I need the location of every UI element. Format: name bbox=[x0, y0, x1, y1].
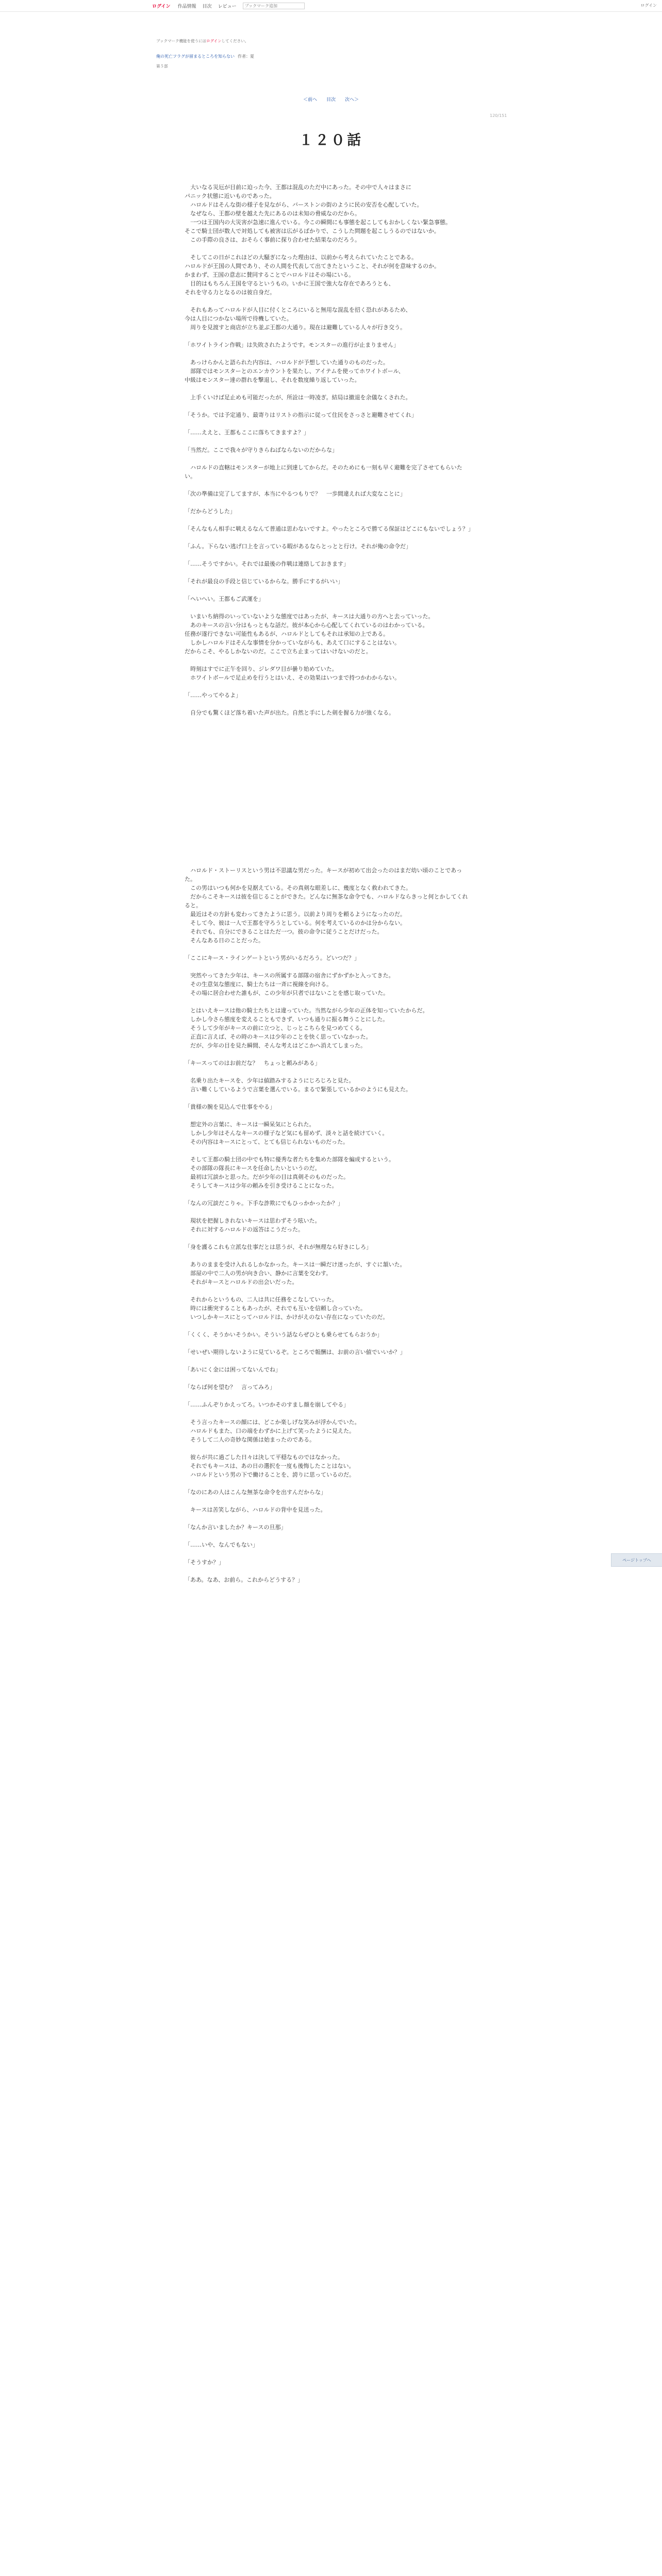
paragraph: それでもキースは、あの日の選択を一度も後悔したことはない。 bbox=[185, 1463, 355, 1469]
paragraph: そして今、彼は一人で王都を守ろうとしている。何を考えているのかは分からない。 bbox=[185, 920, 406, 926]
paragraph: 「なんの冗談だこりゃ。下手な詐欺にでもひっかかったか？」 bbox=[185, 1200, 343, 1207]
nav-review[interactable]: レビュー bbox=[218, 4, 237, 9]
paragraph bbox=[185, 437, 473, 446]
paragraph: 「だからどうした」 bbox=[185, 508, 236, 515]
paragraph: 一つは王国内の大災害が急速に進んでいる。今この瞬間にも事態を起こしてもおかしくない緊急事態。 bbox=[185, 219, 451, 226]
paragraph: それに対するハロルドの返答はこうだった。 bbox=[185, 1226, 304, 1233]
paragraph: ホワイトボールで足止めを行うとはいえ、その効果はいつまで持つかわからない。 bbox=[185, 674, 401, 681]
paragraph bbox=[185, 857, 473, 866]
paragraph: 現状を把握しきれないキースは思わずそう呟いた。 bbox=[185, 1217, 321, 1224]
paragraph: 「貴様の腕を見込んで仕事をやる」 bbox=[185, 1104, 275, 1110]
paragraph: だからこそ、やるしかないのだ。ここで立ち止まってはいけないのだと。 bbox=[185, 648, 372, 655]
notice-login-link[interactable]: ログイン bbox=[206, 39, 222, 43]
paragraph: だからこそキースは彼を信じることができた。どんなに無茶な命令でも、ハロルドならきっと何とかしてくれると。 bbox=[185, 893, 468, 909]
paragraph: 「ヘいへい。王都もご武運を」 bbox=[185, 596, 264, 602]
paragraph: 「……ふんぞりかえってろ。いつかそのすまし顔を崩してやる」 bbox=[185, 1401, 349, 1408]
paragraph: そうして少年がキースの前に立つと、じっとこちらを見つめてくる。 bbox=[185, 1025, 366, 1031]
paragraph: 「ならば何を望む？ 言ってみろ」 bbox=[185, 1384, 275, 1391]
notice-suffix: してください。 bbox=[221, 39, 249, 43]
paragraph: それでも、自分にできることはただ一つ。彼の命令に従うことだけだった。 bbox=[185, 928, 383, 935]
paragraph: それがキースとハロルドの出会いだった。 bbox=[185, 1279, 298, 1285]
paragraph: その生意気な態度に、騎士たちは一斉に視線を向ける。 bbox=[185, 981, 332, 988]
paragraph bbox=[185, 743, 473, 752]
paragraph bbox=[185, 533, 473, 542]
paragraph bbox=[185, 656, 473, 665]
paragraph bbox=[185, 603, 473, 612]
paragraph: 最初は冗談かと思った。だが少年の目は真剣そのものだった。 bbox=[185, 1174, 349, 1180]
paragraph bbox=[185, 787, 473, 796]
paragraph bbox=[185, 568, 473, 577]
paragraph: 「そうか。では予定通り、最寄りはリストの指示に従って住民をさっさと避難させてくれ」 bbox=[185, 412, 417, 418]
paragraph: 周りを見渡すと商店が立ち並ぶ王都の大通り。現在は避難している人々が行き交う。 bbox=[185, 324, 406, 331]
paragraph bbox=[185, 1050, 473, 1059]
paragraph: 「次の準備は完了してますが、本当にやるつもりで？ 一歩間違えれば大変なことに」 bbox=[185, 490, 406, 497]
paragraph: 「……いや、なんでもない」 bbox=[185, 1541, 258, 1548]
paragraph bbox=[185, 332, 473, 341]
page-top-tab[interactable]: ページトップへ bbox=[611, 1553, 662, 1567]
chapter-label: 第５部 bbox=[156, 64, 168, 69]
paragraph bbox=[185, 1251, 473, 1260]
paragraph bbox=[185, 735, 473, 743]
paragraph: キースは苦笑しながら、ハロルドの背中を見送った。 bbox=[185, 1506, 326, 1513]
paragraph bbox=[185, 402, 473, 411]
paragraph bbox=[185, 1514, 473, 1523]
toc-link[interactable]: 目次 bbox=[326, 97, 336, 103]
paragraph bbox=[185, 1532, 473, 1540]
paragraph: そこで騎士団が数人で対処しても被害は広がるばかりで、こうした問題を起こしうるのではないか。 bbox=[185, 228, 440, 234]
paragraph: ハロルド・ストーリスという男は不思議な男だった。キースが初めて出会ったのはまだ幼い頃のことであった。 bbox=[185, 867, 462, 883]
paragraph: 「くくく、そうかいそうかい。そういう話ならぜひとも乗らせてもらおうか」 bbox=[185, 1331, 383, 1338]
paragraph: 「そうすか？」 bbox=[185, 1559, 224, 1566]
paragraph: ハロルドもまた、口の端をわずかに上げて笑ったように見えた。 bbox=[185, 1428, 355, 1434]
paragraph bbox=[185, 481, 473, 489]
paragraph: 正直に言えば、その時のキースは少年のことを快く思っていなかった。 bbox=[185, 1033, 372, 1040]
paragraph: 「当然だ。ここで我々が守りきらねばならないのだからな」 bbox=[185, 447, 338, 453]
paragraph bbox=[185, 726, 473, 735]
paragraph bbox=[185, 419, 473, 428]
paragraph: ハロルドの直轄はモンスターが地上に到達してからだ。そのためにも一刻も早く避難を完了させてもらいたい。 bbox=[185, 464, 462, 480]
paragraph bbox=[185, 297, 473, 306]
paragraph bbox=[185, 1479, 473, 1488]
notice-prefix: ブックマーク機能を使うには bbox=[156, 39, 206, 43]
paragraph: 突然やってきた少年は、キースの所属する部隊の宿舎にずかずかと入ってきた。 bbox=[185, 972, 394, 979]
paragraph bbox=[185, 997, 473, 1006]
paragraph: ハロルドという男の下で働けることを、誇りに思っているのだ。 bbox=[185, 1471, 355, 1478]
paragraph: 「……そうですかい。それでは最後の作戦は連絡しておきます」 bbox=[185, 561, 349, 567]
paragraph: 「身を護るこれも立派な仕事だとは思うが、それが無理なら好きにしろ」 bbox=[185, 1244, 372, 1250]
paragraph: 中級はモンスター達の群れを撃退し、それを数度繰り返していった。 bbox=[185, 377, 360, 383]
paragraph: それを守る力となるのは彼自身だ。 bbox=[185, 289, 275, 296]
login-link[interactable]: ログイン bbox=[152, 4, 171, 9]
paragraph bbox=[185, 586, 473, 595]
paragraph: それからというもの、二人は共に任務をこなしていった。 bbox=[185, 1296, 338, 1303]
paragraph bbox=[185, 752, 473, 761]
paragraph bbox=[185, 1190, 473, 1199]
paragraph: 「ふん。下らない逃げ口上を言っている暇があるならとっとと行け。それが俺の命令だ」 bbox=[185, 543, 411, 550]
paragraph: ありのままを受け入れるしかなかった。キースは一瞬だけ迷ったが、すぐに頷いた。 bbox=[185, 1261, 406, 1268]
paragraph bbox=[185, 349, 473, 358]
paragraph: 「なのにあの人はこんな無茶な命令を出すんだからな」 bbox=[185, 1489, 326, 1496]
paragraph: 部屋の中で二人の男が向き合い、静かに言葉を交わす。 bbox=[185, 1270, 332, 1277]
chapter-title: １２０話 bbox=[299, 132, 363, 148]
paragraph: 「なんか言いましたか？キースの旦那」 bbox=[185, 1524, 287, 1531]
paragraph bbox=[185, 454, 473, 463]
paragraph: 今は人目につかない場所で待機していた。 bbox=[185, 315, 292, 322]
paragraph bbox=[185, 717, 473, 726]
paragraph: その内容はキースにとって、とても信じられないものだった。 bbox=[185, 1139, 349, 1145]
paragraph: しかし今さら態度を変えることもできず、いつも通りに振る舞うことにした。 bbox=[185, 1016, 389, 1023]
top-nav bbox=[152, 2, 305, 10]
paragraph: そうしてキースは少年の頼みを引き受けることになった。 bbox=[185, 1182, 338, 1189]
paragraph: パニック状態に近いものであった。 bbox=[185, 193, 275, 199]
paragraph bbox=[185, 1392, 473, 1400]
paragraph bbox=[185, 1067, 473, 1076]
paragraph bbox=[185, 244, 473, 253]
paragraph bbox=[185, 1094, 473, 1103]
paragraph bbox=[185, 1374, 473, 1383]
paragraph bbox=[185, 516, 473, 524]
paragraph: しかし少年はそんなキースの様子など気にも留めず、淡々と話を続けていく。 bbox=[185, 1130, 388, 1137]
paragraph bbox=[185, 1321, 473, 1330]
paragraph bbox=[185, 1286, 473, 1295]
paragraph bbox=[185, 805, 473, 814]
paragraph bbox=[185, 796, 473, 805]
paragraph: この手際の良さは、おそらく事前に探り合わせた結果なのだろう。 bbox=[185, 236, 360, 243]
next-link[interactable]: 次へ＞ bbox=[345, 97, 359, 103]
paragraph bbox=[185, 770, 473, 778]
paragraph bbox=[185, 761, 473, 770]
paragraph bbox=[185, 551, 473, 560]
paragraph bbox=[185, 778, 473, 787]
paragraph bbox=[185, 1146, 473, 1155]
paragraph: 目的はもちろん王国を守るというもの。いかに王国で強大な存在であろうとも、 bbox=[185, 280, 394, 287]
paragraph: かまわず、王国の意志に賛同することでハロルドはその場にいる。 bbox=[185, 272, 355, 278]
paragraph bbox=[185, 822, 473, 831]
paragraph bbox=[185, 1497, 473, 1505]
paragraph: その場に居合わせた誰もが、この少年が只者ではないことを感じ取っていた。 bbox=[185, 990, 389, 996]
pager-top bbox=[0, 96, 662, 103]
paragraph: 「キースってのはお前だな？ ちょっと頼みがある」 bbox=[185, 1060, 321, 1066]
paragraph: そう言ったキースの顔には、どこか楽しげな笑みが浮かんでいた。 bbox=[185, 1419, 360, 1426]
bookmark-notice bbox=[156, 38, 249, 44]
paragraph: しかしハロルドはそんな事情を分かっていながらも、あえて口にすることはない。 bbox=[185, 639, 400, 646]
paragraph bbox=[185, 1208, 473, 1216]
paragraph: ハロルドはそんな街の様子を見ながら、バーストンの街のように民の安否を心配していた。 bbox=[185, 201, 423, 208]
paragraph: 彼らが共に過ごした日々は決して平穏なものではなかった。 bbox=[185, 1454, 343, 1461]
paragraph: 「ああ。なあ、お前ら。これからどうする？」 bbox=[185, 1577, 304, 1583]
series-author[interactable]: 作者：夏 bbox=[238, 54, 254, 59]
paragraph: 「そんなもん相手に戦えるなんて普通は思わないですよ。やったところで勝てる保証はどこにもないでしょう？」 bbox=[185, 526, 474, 532]
paragraph: あっけらかんと語られた内容は、ハロルドが予想していた通りのものだった。 bbox=[185, 359, 389, 366]
paragraph: 任務が遂行できない可能性もあるが、ハロルドとしてもそれは承知の上である。 bbox=[185, 631, 389, 637]
paragraph: 名乗り出たキースを、少年は値踏みするようにじろじろと見た。 bbox=[185, 1077, 355, 1084]
paragraph: 「それが最良の手段と信じているからな。勝手にするがいい」 bbox=[185, 578, 343, 585]
series-title bbox=[156, 54, 254, 59]
paragraph bbox=[185, 1549, 473, 1558]
paragraph: その部隊の隊長にキースを任命したいというのだ。 bbox=[185, 1165, 321, 1172]
paragraph bbox=[185, 1339, 473, 1348]
paragraph: 自分でも驚くほど落ち着いた声が出た。自然と手にした剣を握る力が強くなる。 bbox=[185, 709, 394, 716]
paragraph: だが、少年の目を見た瞬間、そんな考えはどこかへ消えてしまった。 bbox=[185, 1042, 366, 1049]
paragraph: そして王都の騎士団の中でも特に優秀な者たちを集めた部隊を編成するという。 bbox=[185, 1156, 394, 1163]
paragraph bbox=[185, 1409, 473, 1418]
paragraph: 「あいにく金には困ってないんでね」 bbox=[185, 1366, 281, 1373]
series-title-link[interactable]: 俺の死亡フラグが留まるところを知らない bbox=[156, 54, 235, 59]
page-count: 120/151 bbox=[490, 113, 507, 118]
paragraph bbox=[185, 831, 473, 840]
bookmark-input[interactable] bbox=[243, 3, 305, 9]
paragraph bbox=[185, 384, 473, 393]
paragraph: ハロルドが王国の人間であり、その人間を代表して出てきたということ、それが何を意味するのか。 bbox=[185, 263, 440, 269]
paragraph: 時刻はすでに正午を回り、ジレダワ目が曇り始めていた。 bbox=[185, 666, 338, 672]
paragraph: 上手くいけば足止めも可能だったが、所詮は一時凌ぎ。結局は撤退を余儀なくされた。 bbox=[185, 394, 411, 401]
paragraph bbox=[185, 945, 473, 954]
paragraph: あのキースの言い分はもっともな話だ。彼が本心から心配してくれているのはわかっている。 bbox=[185, 622, 428, 629]
paragraph: この男はいつも何かを見据えている。その真剣な眼差しに、幾度となく救われてきた。 bbox=[185, 885, 411, 891]
paragraph bbox=[185, 682, 473, 691]
paragraph: 「ここにキース・ラインゲートという男がいるだろう。どいつだ？」 bbox=[185, 955, 360, 961]
paragraph bbox=[185, 962, 473, 971]
paragraph: いつしかキースにとってハロルドは、かけがえのない存在になっていたのだ。 bbox=[185, 1314, 389, 1320]
top-navigation-bar bbox=[0, 0, 662, 12]
paragraph: そんなある日のことだった。 bbox=[185, 937, 264, 944]
paragraph bbox=[185, 700, 473, 708]
paragraph bbox=[185, 1111, 473, 1120]
paragraph: なぜなら、王都の壁を越えた先にあるのは未知の脅威なのだから。 bbox=[185, 210, 360, 217]
paragraph bbox=[185, 1567, 473, 1575]
paragraph: 時には衝突することもあったが、それでも互いを信頼し合っていた。 bbox=[185, 1305, 366, 1312]
paragraph bbox=[185, 1234, 473, 1243]
paragraph: 想定外の言葉に、キースは一瞬呆気にとられた。 bbox=[185, 1121, 315, 1128]
paragraph bbox=[185, 498, 473, 507]
paragraph: 大いなる災厄が目前に迫った今、王都は混乱のただ中にあった。その中で人々はまさに bbox=[185, 184, 411, 191]
paragraph: それもあってハロルドが人目に付くところにいると無用な混乱を招く恐れがあるため、 bbox=[185, 307, 411, 313]
paragraph: そうして二人の奇妙な関係は始まったのである。 bbox=[185, 1436, 315, 1443]
paragraph bbox=[185, 849, 473, 857]
nav-toc[interactable]: 目次 bbox=[202, 4, 212, 9]
novel-body bbox=[185, 183, 473, 1584]
paragraph bbox=[185, 814, 473, 822]
paragraph: 部隊ではモンスターとのエンカウントを果たし、アイテムを使ってホワイトボール、 bbox=[185, 368, 404, 375]
paragraph bbox=[185, 1444, 473, 1453]
paragraph bbox=[185, 840, 473, 849]
prev-link[interactable]: ＜前へ bbox=[303, 97, 317, 103]
paragraph: 言い難くしているようで言葉を選んでいる。まるで緊張しているかのようにも見えた。 bbox=[185, 1086, 411, 1093]
top-right-login[interactable]: ログイン bbox=[640, 3, 657, 8]
paragraph: 「せいぜい期待しないように見ているぞ。ところで報酬は、お前の言い値でいいか？」 bbox=[185, 1349, 406, 1355]
nav-work-info[interactable]: 作品情報 bbox=[177, 4, 196, 9]
paragraph: 「……やってやるよ」 bbox=[185, 692, 241, 699]
paragraph: そしてこの日がこれほどの大騒ぎになった理由は、以前から考えられていたことである。 bbox=[185, 254, 417, 261]
paragraph: 「ホワイトライン作戦」は失敗されたようです。モンスターの進行が止まりません」 bbox=[185, 342, 400, 348]
paragraph bbox=[185, 1357, 473, 1365]
paragraph: 最近はその方針も変わってきたように思う。以前より周りを頼るようになったのだ。 bbox=[185, 911, 406, 918]
paragraph: 「……ええと、王都もここに落ちてきますよ？」 bbox=[185, 429, 309, 436]
paragraph: いまいち納得のいっていないような態度ではあったが、キースは大通りの方へと去っていった。 bbox=[185, 613, 434, 620]
paragraph: とはいえキースは他の騎士たちとは違っていた。当然ながら少年の正体を知っていたからだ。 bbox=[185, 1007, 428, 1014]
